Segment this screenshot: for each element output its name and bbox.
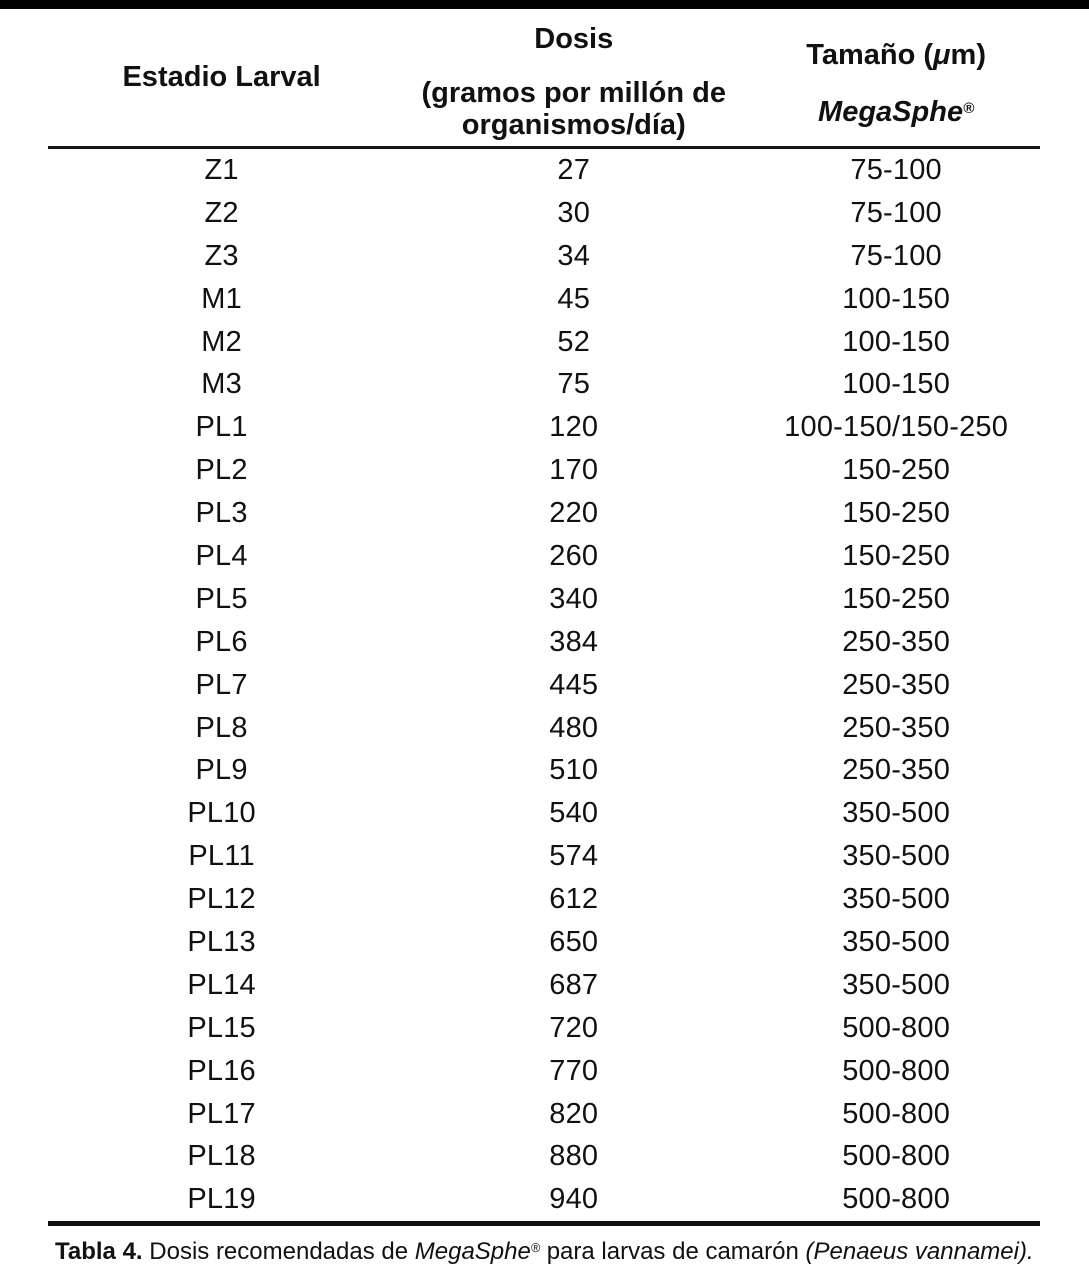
dose-cell: 480 — [549, 711, 599, 744]
stage-cell: Z3 — [204, 239, 239, 272]
header-stage-column — [48, 9, 395, 146]
table-row — [48, 964, 1040, 1007]
table-row — [48, 406, 1040, 449]
dose-cell: 220 — [549, 497, 599, 530]
size-cell: 500-800 — [842, 1054, 951, 1087]
stage-cell: PL7 — [195, 668, 248, 701]
dose-cell: 510 — [549, 754, 599, 787]
size-cell: 500-800 — [842, 1183, 951, 1216]
table-row — [48, 149, 1040, 192]
table-row — [48, 1050, 1040, 1093]
stage-cell: PL5 — [195, 582, 248, 615]
table-row — [48, 1007, 1040, 1050]
header-brand-name — [818, 97, 974, 129]
dose-cell: 650 — [549, 925, 599, 958]
dose-cell: 612 — [549, 883, 599, 916]
stage-cell: PL18 — [187, 1140, 256, 1173]
size-cell: 100-150 — [842, 368, 951, 401]
stage-cell: PL10 — [187, 797, 256, 830]
size-cell: 250-350 — [842, 711, 951, 744]
stage-cell: PL13 — [187, 925, 256, 958]
table-row — [48, 235, 1040, 278]
stage-cell: PL14 — [187, 968, 256, 1001]
registered-trademark-icon: ® — [963, 99, 975, 117]
table-row — [48, 1093, 1040, 1136]
dose-cell: 574 — [549, 840, 599, 873]
header-size-title-suffix: m) — [950, 39, 986, 71]
size-cell: 100-150 — [842, 325, 951, 358]
size-cell: 250-350 — [842, 754, 951, 787]
table-body — [48, 149, 1040, 1226]
header-size-mu-symbol: μ — [933, 39, 951, 71]
caption-label: Tabla 4. — [55, 1238, 143, 1266]
size-cell: 500-800 — [842, 1011, 951, 1044]
header-dose-subtitle-line2: organismos/día) — [461, 109, 686, 142]
stage-cell: PL9 — [195, 754, 248, 787]
table-row — [48, 921, 1040, 964]
size-cell: 500-800 — [842, 1097, 951, 1130]
caption-registered-trademark-icon: ® — [530, 1241, 541, 1256]
dose-cell: 260 — [549, 539, 599, 572]
size-cell: 350-500 — [842, 840, 951, 873]
header-dose-subtitle — [421, 78, 726, 142]
table-row — [48, 278, 1040, 321]
stage-cell: M3 — [201, 368, 242, 401]
stage-cell: PL6 — [195, 625, 248, 658]
dose-cell: 940 — [549, 1183, 599, 1216]
table-row — [48, 878, 1040, 921]
header-stage-label: Estadio Larval — [122, 60, 321, 93]
table-row — [48, 664, 1040, 707]
stage-cell: PL3 — [195, 497, 248, 530]
stage-cell: PL8 — [195, 711, 248, 744]
dose-cell: 52 — [557, 325, 591, 358]
table-row — [48, 621, 1040, 664]
dose-cell: 820 — [549, 1097, 599, 1130]
table-row — [48, 192, 1040, 235]
caption-text-1: Dosis recomendadas de — [142, 1238, 415, 1266]
table-row — [48, 749, 1040, 792]
dose-cell: 540 — [549, 797, 599, 830]
stage-cell: PL4 — [195, 539, 248, 572]
table-row — [48, 1178, 1040, 1221]
table-row — [48, 835, 1040, 878]
size-cell: 75-100 — [850, 153, 942, 186]
size-cell: 75-100 — [850, 196, 942, 229]
stage-cell: PL16 — [187, 1054, 256, 1087]
size-cell: 350-500 — [842, 968, 951, 1001]
header-size-title-prefix: Tamaño ( — [806, 39, 934, 71]
caption-brand: MegaSphe — [414, 1238, 531, 1266]
dose-cell: 880 — [549, 1140, 599, 1173]
stage-cell: PL17 — [187, 1097, 256, 1130]
table-row — [48, 578, 1040, 621]
table-row — [48, 449, 1040, 492]
stage-cell: M1 — [201, 282, 242, 315]
table-row — [48, 535, 1040, 578]
table-row — [48, 321, 1040, 364]
header-dose-title: Dosis — [534, 23, 614, 55]
size-cell: 150-250 — [842, 539, 951, 572]
stage-cell: Z2 — [204, 196, 239, 229]
size-cell: 500-800 — [842, 1140, 951, 1173]
stage-cell: PL1 — [195, 411, 248, 444]
stage-cell: PL19 — [187, 1183, 256, 1216]
caption-species: (Penaeus vannamei). — [805, 1238, 1034, 1266]
stage-cell: Z1 — [204, 153, 239, 186]
dose-cell: 770 — [549, 1054, 599, 1087]
stage-cell: M2 — [201, 325, 242, 358]
stage-cell: PL12 — [187, 883, 256, 916]
header-size-title — [806, 40, 986, 72]
header-size-column — [752, 9, 1040, 146]
table-header-row — [48, 9, 1040, 149]
size-cell: 100-150/150-250 — [784, 411, 1009, 444]
dose-cell: 45 — [557, 282, 591, 315]
header-dose-subtitle-line1: (gramos por millón de — [421, 77, 726, 110]
size-cell: 350-500 — [842, 883, 951, 916]
dose-cell: 720 — [549, 1011, 599, 1044]
dose-cell: 340 — [549, 582, 599, 615]
header-brand-text: MegaSphe — [818, 95, 964, 128]
table-row — [48, 492, 1040, 535]
size-cell: 150-250 — [842, 582, 951, 615]
top-black-bar — [0, 0, 1089, 9]
table-row — [48, 792, 1040, 835]
table-row — [48, 1135, 1040, 1178]
header-dose-column — [395, 9, 752, 146]
dose-cell: 75 — [557, 368, 591, 401]
dose-cell: 34 — [557, 239, 591, 272]
size-cell: 250-350 — [842, 625, 951, 658]
caption-text-2: para larvas de camarón — [540, 1238, 806, 1266]
size-cell: 150-250 — [842, 454, 951, 487]
stage-cell: PL15 — [187, 1011, 256, 1044]
size-cell: 150-250 — [842, 497, 951, 530]
size-cell: 350-500 — [842, 925, 951, 958]
size-cell: 350-500 — [842, 797, 951, 830]
table-caption — [55, 1237, 1049, 1267]
table-row — [48, 707, 1040, 750]
table-row — [48, 363, 1040, 406]
dose-table — [48, 9, 1040, 1226]
stage-cell: PL11 — [188, 840, 255, 873]
size-cell: 250-350 — [842, 668, 951, 701]
size-cell: 100-150 — [842, 282, 951, 315]
stage-cell: PL2 — [195, 454, 248, 487]
dose-cell: 27 — [557, 153, 591, 186]
dose-cell: 120 — [549, 411, 599, 444]
dose-cell: 170 — [549, 454, 599, 487]
dose-cell: 445 — [549, 668, 599, 701]
dose-cell: 384 — [549, 625, 599, 658]
dose-cell: 687 — [549, 968, 599, 1001]
size-cell: 75-100 — [850, 239, 942, 272]
dose-cell: 30 — [557, 196, 591, 229]
